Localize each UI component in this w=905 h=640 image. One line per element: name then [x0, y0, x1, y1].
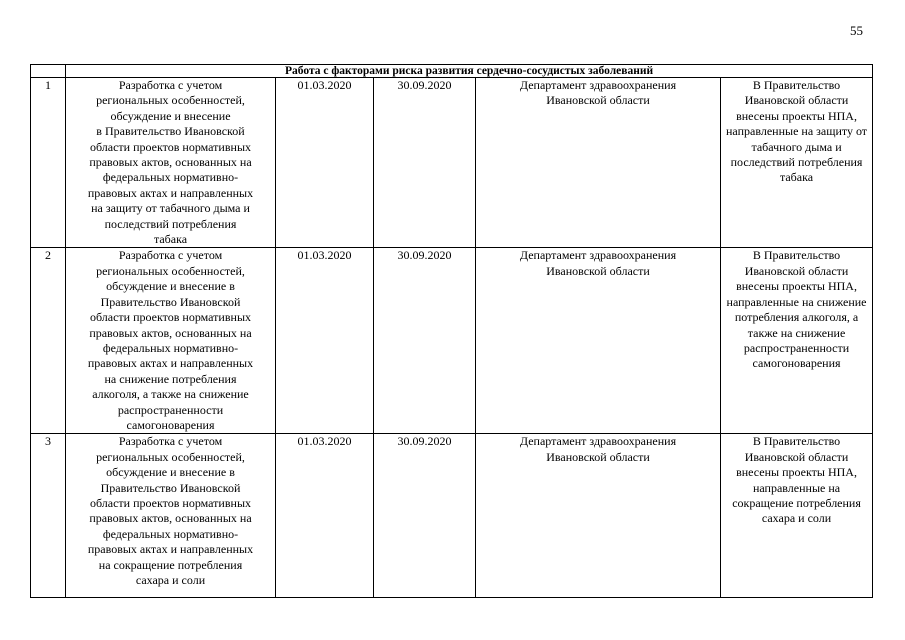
responsible-executor: Департамент здравоохранения Ивановской области	[476, 78, 721, 248]
task-description: Разработка с учетом региональных особенностей, обсуждение и внесение в Правительство Ивановской области проектов нормативных правовых актов, основанных на федеральных нормативно- правовых актах и направленных на снижение потребления алкоголя, а также на снижение распространенности самогоноварения	[66, 248, 276, 434]
start-date: 01.03.2020	[276, 434, 374, 598]
end-date: 30.09.2020	[374, 434, 476, 598]
table-row	[31, 248, 873, 434]
section-title: Работа с факторами риска развития сердечно-сосудистых заболеваний	[66, 65, 873, 78]
expected-result: В Правительство Ивановской области внесены проекты НПА, направленные на защиту от табачного дыма и последствий потребления табака	[721, 78, 873, 248]
table-row	[31, 434, 873, 598]
row-number: 1	[31, 78, 66, 248]
page-number: 55	[850, 23, 863, 38]
responsible-executor: Департамент здравоохранения Ивановской области	[476, 248, 721, 434]
section-header-row	[31, 65, 873, 78]
measures-table	[30, 64, 873, 598]
responsible-executor: Департамент здравоохранения Ивановской области	[476, 434, 721, 598]
table-row	[31, 78, 873, 248]
task-description: Разработка с учетом региональных особенностей, обсуждение и внесение в Правительство Ивановской области проектов нормативных правовых актов, основанных на федеральных нормативно- правовых актах и направленных на защиту от табачного дыма и последствий потребления табака	[66, 78, 276, 248]
row-number: 3	[31, 434, 66, 598]
task-description: Разработка с учетом региональных особенностей, обсуждение и внесение в Правительство Ивановской области проектов нормативных правовых актов, основанных на федеральных нормативно- правовых актах и направленных на сокращение потребления сахара и соли	[66, 434, 276, 598]
expected-result: В Правительство Ивановской области внесены проекты НПА, направленные на сокращение потребления сахара и соли	[721, 434, 873, 598]
end-date: 30.09.2020	[374, 248, 476, 434]
end-date: 30.09.2020	[374, 78, 476, 248]
expected-result: В Правительство Ивановской области внесены проекты НПА, направленные на снижение потребления алкоголя, а также на снижение распространенности самогоноварения	[721, 248, 873, 434]
start-date: 01.03.2020	[276, 78, 374, 248]
start-date: 01.03.2020	[276, 248, 374, 434]
section-header-empty-cell	[31, 65, 66, 78]
row-number: 2	[31, 248, 66, 434]
